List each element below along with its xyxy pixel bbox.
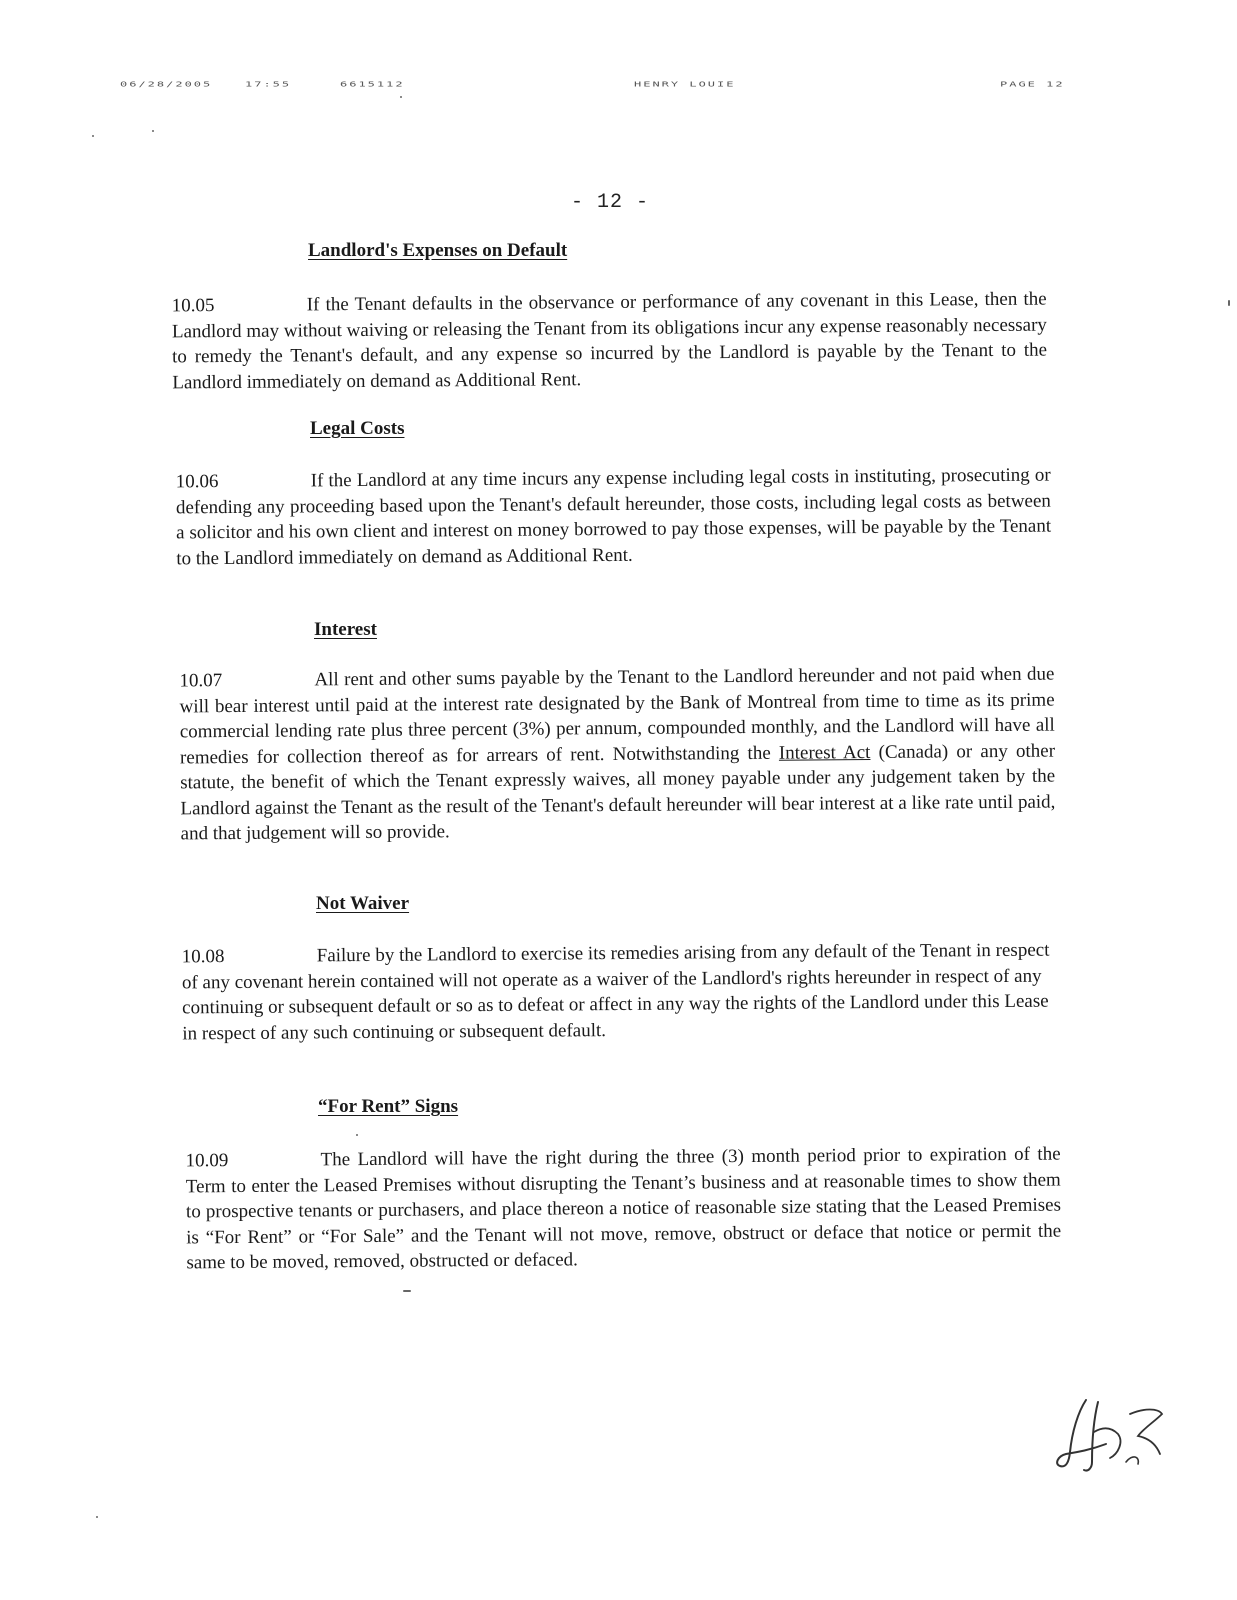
section-heading-not-waiver: Not Waiver xyxy=(316,893,410,914)
fax-time: 17:55 xyxy=(245,80,292,88)
fax-header xyxy=(0,74,1237,90)
clause-text-start: All rent and other sums payable by the Tenant to the Landlord hereunder and not paid when due will bear interest until paid at the interest rate designated by the Bank of Montreal from time to time as its prime commercial lending rate plus three percent (3%) per annum, compounded monthly, and the Landlord will have all remedies for collection thereof as for arrears of rent. Notwithstanding the xyxy=(179,663,1055,768)
section-heading-expenses-on-default: Landlord's Expenses on Default xyxy=(308,240,568,261)
handwritten-initials xyxy=(1048,1392,1178,1482)
scan-speck xyxy=(403,1290,411,1292)
page-number: - 12 - xyxy=(570,191,649,214)
clause-text: Failure by the Landlord to exercise its remedies arising from any default of the Tenant in respect of any covenant herein contained will not operate as a waiver of the Landlord's rights hereunder in respect of any continuing or subsequent default or so as to defeat or affect in any way the rights of the Landlord under this Lease in respect of any such continuing or subsequent default. xyxy=(181,939,1050,1044)
fax-date: 06/28/2005 xyxy=(120,80,213,88)
fax-number: 6615112 xyxy=(340,80,405,88)
clause-number: 10.05 xyxy=(171,295,215,317)
fax-sender: HENRY LOUIE xyxy=(634,80,736,88)
section-heading-for-rent-signs: “For Rent” Signs xyxy=(318,1096,459,1117)
section-heading-interest: Interest xyxy=(314,619,377,640)
clause-10-09 xyxy=(186,1142,1062,1276)
scan-speck xyxy=(400,96,402,98)
clause-10-06 xyxy=(176,463,1052,572)
section-heading-legal-costs: Legal Costs xyxy=(310,418,405,439)
statute-name: Interest Act xyxy=(778,741,871,764)
clause-number: 10.06 xyxy=(175,471,219,493)
clause-text: If the Tenant defaults in the observance or performance of any covenant in this Lease, then the Landlord may without waiving or releasing the Tenant from its obligations incur any expense reasonably necessary to remedy the Tenant's default, and any expense so incurred by the Landlord is payable by the Tenant to the Landlord immediately on demand as Additional Rent. xyxy=(171,288,1048,393)
clause-10-07 xyxy=(179,662,1055,847)
clause-number: 10.09 xyxy=(185,1150,229,1172)
clause-text: The Landlord will have the right during the three (3) month period prior to expiration of the Term to enter the Leased Premises without disrupting the Tenant’s business and at reasonable times to show them to prospective tenants or purchasers, and place thereon a notice of reasonable size stating that the Leased Premises is “For Rent” or “For Sale” and the Tenant will not move, remove, obstruct or deface that notice or permit the same to be moved, removed, obstructed or defaced. xyxy=(185,1143,1062,1274)
scan-speck xyxy=(152,130,154,132)
scan-speck xyxy=(356,1134,358,1136)
scan-speck xyxy=(1228,300,1230,306)
clause-10-08 xyxy=(182,938,1058,1047)
clause-text-end: (Canada) or any other statute, the benefit of which the Tenant expressly waives, all money payable under any judgement taken by the Landlord against the Tenant as the result of the Tenant's default hereunder will bear interest at a like rate until paid, and that judgement will so provide. xyxy=(180,740,1056,845)
clause-text: If the Landlord at any time incurs any expense including legal costs in instituting, prosecuting or defending any proceeding based upon the Tenant's default hereunder, those costs, including legal costs as between a solicitor and his own client and interest on money borrowed to pay those expenses, will be payable by the Tenant to the Landlord immediately on demand as Additional Rent. xyxy=(175,464,1052,569)
scan-speck xyxy=(92,135,94,137)
clause-number: 10.08 xyxy=(181,946,225,968)
fax-page: PAGE 12 xyxy=(1000,80,1065,88)
clause-10-05 xyxy=(172,287,1048,396)
clause-number: 10.07 xyxy=(179,670,223,692)
scan-speck xyxy=(96,1516,98,1518)
